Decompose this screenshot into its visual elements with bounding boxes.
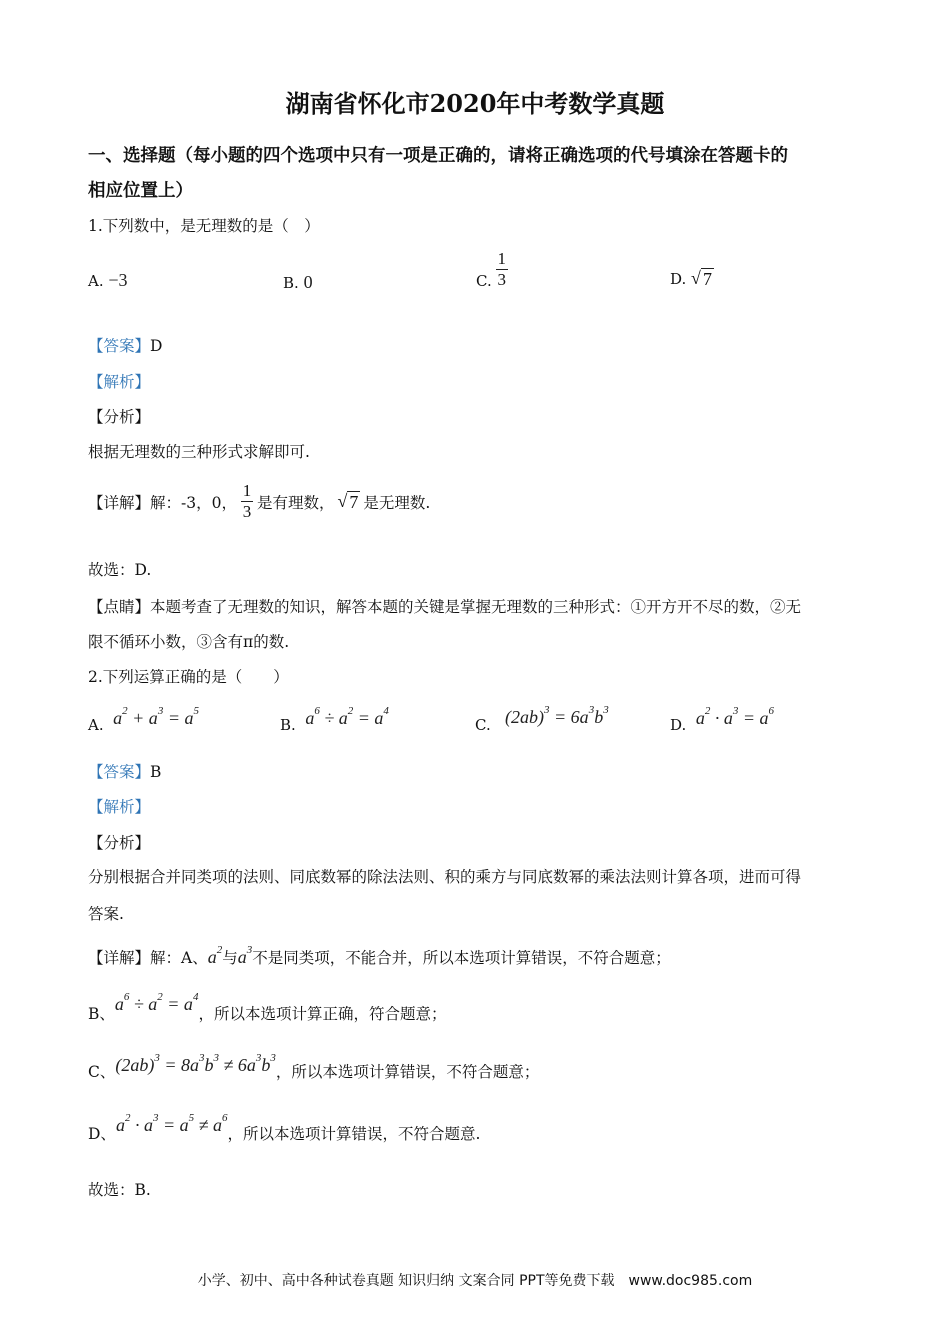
q1-fenxi-tag: 【分析】 — [88, 408, 151, 426]
q2-option-a: A. $a^2 + a^3 = a^5$ — [88, 704, 199, 734]
q1-option-d: D. √ 7 — [670, 268, 712, 289]
section-heading: 一、选择题（每小题的四个选项中只有一项是正确的，请将正确选项的代号填涂在答题卡的 — [88, 146, 788, 166]
q1-option-a: A. −3 — [88, 270, 128, 290]
q1-analysis-tag: 【解析】 — [88, 373, 151, 391]
q2-option-b: B. $a^6 \div a^2 = a^4$ — [280, 704, 389, 734]
q2-choose: 故选：B. — [88, 1181, 151, 1199]
footer-text: 小学、初中、高中各种试卷真题 知识归纳 文案合同 PPT等免费下载 www.doc985.com — [197, 1273, 753, 1289]
q1-choose: 故选：D. — [88, 561, 152, 579]
q2-option-d: D. $a^2 \cdot a^3 = a^6$ — [670, 704, 774, 734]
q2-answer: 【答案】B — [88, 763, 162, 781]
q1-option-b: B. 0 — [283, 272, 313, 292]
q2-stem: 2.下列运算正确的是（ ） — [88, 668, 289, 686]
q1-dianjing: 【点睛】本题考查了无理数的知识，解答本题的关键是掌握无理数的三种形式：①开方开不尽的数，②无 — [88, 598, 802, 616]
sqrt-symbol: √ 7 — [691, 268, 712, 289]
section-heading-cont: 相应位置上） — [88, 181, 193, 201]
fraction: $\frac{1}{3}$ — [242, 481, 252, 521]
q2-option-c: C. $(2ab)^3 = 6a^3b^3$ — [475, 703, 609, 734]
sqrt-symbol: √ 7 — [337, 491, 359, 512]
q1-answer: 【答案】D — [88, 337, 163, 355]
q1-dianjing-cont: 限不循环小数，③含有π的数. — [88, 633, 290, 651]
q2-analysis-tag: 【解析】 — [88, 798, 151, 816]
q2-detail-c: C、 $(2ab)^3 = 8a^3b^3 \ne 6a^3b^3$ ，所以本选项计算错误，不符合题意； — [88, 1051, 540, 1081]
q1-fenxi-text: 根据无理数的三种形式求解即可. — [88, 443, 310, 461]
q2-fenxi-text: 分别根据合并同类项的法则、同底数幂的除法法则、积的乘方与同底数幂的乘法法则计算各项，进而可得 — [88, 868, 802, 886]
q2-detail-d: D、 $a^2 \cdot a^3 = a^5 \ne a^6$ ，所以本选项计算错误，不符合题意. — [88, 1111, 481, 1143]
q2-detail-a: 【详解】解：A、 $a^2$ 与 $a^3$ 不是同类项，不能合并，所以本选项计算错误，不符合题意； — [88, 943, 671, 967]
q2-detail-b: B、 $a^6 \div a^2 = a^4$ ，所以本选项计算正确，符合题意； — [88, 990, 447, 1023]
q1-detail: 【详解】解： -3，0， $\frac{1}{3}$ 是有理数， √ 7 是无理数. — [88, 481, 431, 521]
q2-fenxi-text-cont: 答案. — [88, 905, 124, 923]
q1-option-c: C. $\frac{1}{3}$ — [476, 248, 506, 290]
fraction: $\frac{1}{3}$ — [497, 248, 506, 289]
page-title: 湖南省怀化市2020年中考数学真题 — [285, 89, 665, 118]
q1-stem: 1.下列数中，是无理数的是（ ） — [88, 217, 320, 235]
q2-fenxi-tag: 【分析】 — [88, 834, 151, 852]
